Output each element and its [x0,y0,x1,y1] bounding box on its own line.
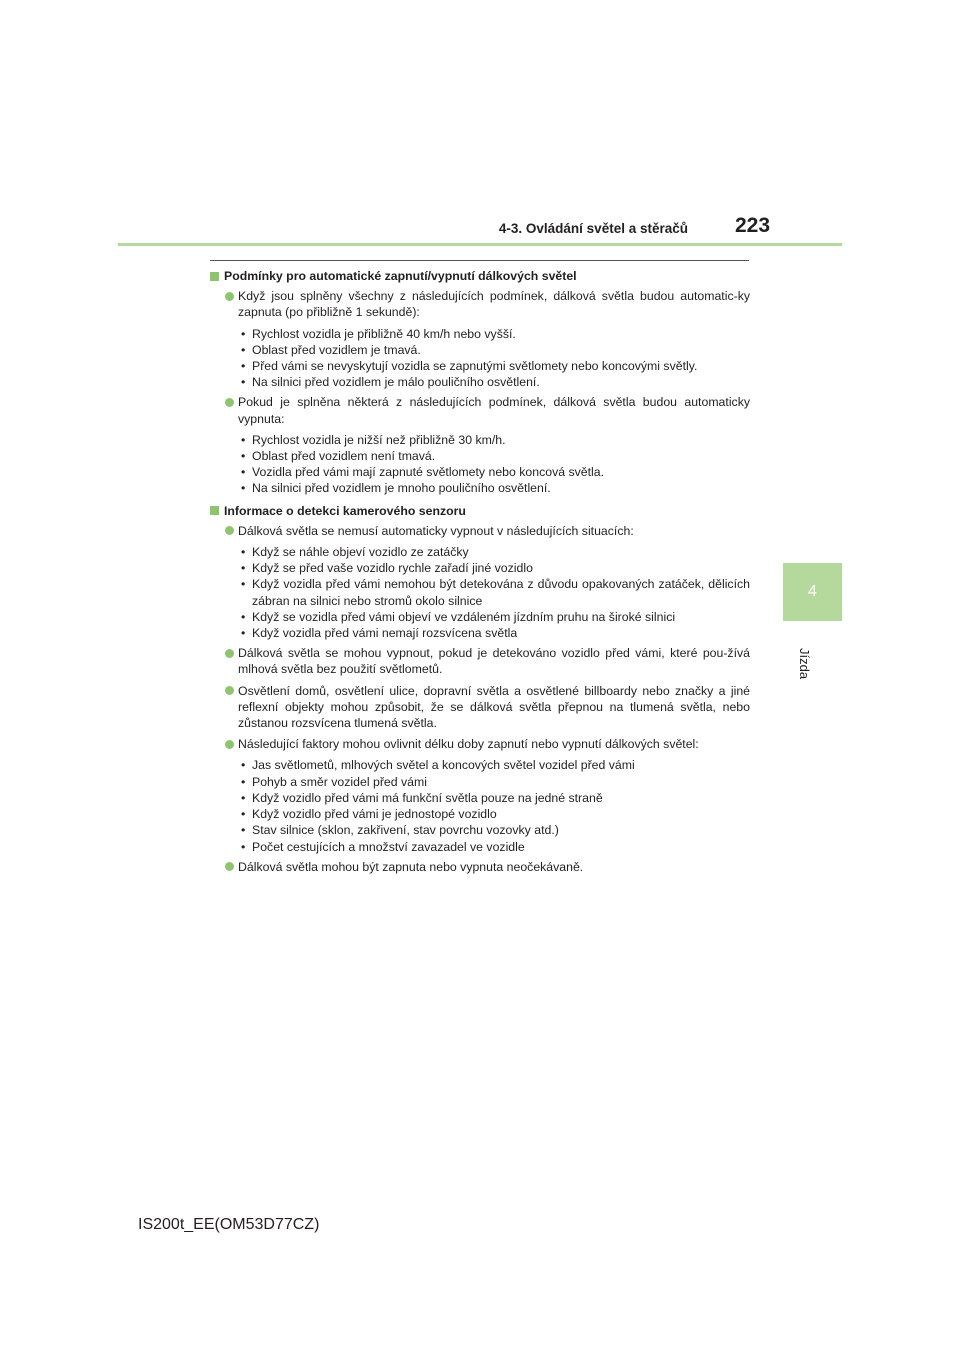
circle-bullet-icon [225,649,234,658]
sub-list-item: • Oblast před vozidlem je tmavá. [210,342,750,358]
bullet-item [210,523,750,539]
bullet-item [210,288,750,320]
section-heading [210,268,750,284]
header-rule [118,243,842,246]
sub-list [210,544,750,641]
sub-list-item: • Když vozidlo před vámi má funkční světla pouze na jedné straně [210,790,750,806]
sub-list-item: • Pohyb a směr vozidel před vámi [210,774,750,790]
sub-list-item: • Na silnici před vozidlem je mnoho pouličního osvětlení. [210,480,750,496]
footer-code: IS200t_EE(OM53D77CZ) [138,1216,320,1233]
sub-list [210,757,750,854]
sub-list-item: • Rychlost vozidla je přibližně 40 km/h nebo vyšší. [210,326,750,342]
page-number: 223 [735,214,771,237]
sub-list [210,432,750,497]
circle-bullet-icon [225,862,234,871]
bullet-item [210,683,750,732]
sub-list-item: • Když vozidlo před vámi je jednostopé vozidlo [210,806,750,822]
bullet-item-text: Když jsou splněny všechny z následujících podmínek, dálková světla budou automatic-ky zapnuta (po přibližně 1 sekundě): [238,289,750,320]
content-body [210,268,750,880]
sub-list-item: • Na silnici před vozidlem je málo pouličního osvětlení. [210,374,750,390]
circle-bullet-icon [225,526,234,535]
square-bullet-icon [210,506,219,515]
sub-list-item: • Vozidla před vámi mají zapnuté světlomety nebo koncová světla. [210,464,750,480]
chapter-number: 4 [808,583,817,600]
section-heading-text: Informace o detekci kamerového senzoru [224,503,466,518]
circle-bullet-icon [225,740,234,749]
section-heading [210,503,750,519]
bullet-item-text: Dálková světla se nemusí automaticky vypnout v následujících situacích: [238,523,634,538]
sub-list-item: • Když se náhle objeví vozidlo ze zatáčky [210,544,750,560]
bullet-item-text: Následující faktory mohou ovlivnit délku doby zapnutí nebo vypnutí dálkových světel: [238,737,699,752]
bullet-item-text: Pokud je splněna některá z následujících podmínek, dálková světla budou automaticky vypnuta: [238,395,750,426]
sub-list-item: • Když se před vaše vozidlo rychle zařadí jiné vozidlo [210,560,750,576]
bullet-item-text: Dálková světla mohou být zapnuta nebo vypnuta neočekávaně. [238,859,584,874]
sub-list [210,326,750,391]
bullet-item [210,394,750,426]
circle-bullet-icon [225,686,234,695]
sub-list-item: • Před vámi se nevyskytují vozidla se zapnutými světlomety nebo koncovými světly. [210,358,750,374]
square-bullet-icon [210,272,219,281]
chapter-label: Jízda [797,648,812,680]
bullet-item-text: Dálková světla se mohou vypnout, pokud je detekováno vozidlo před vámi, které pou-žívá mlhová světla bez použití světlometů. [238,646,750,677]
sub-list-item: • Když vozidla před vámi nemají rozsvícena světla [210,625,750,641]
section-heading-text: Podmínky pro automatické zapnutí/vypnutí dálkových světel [224,269,577,283]
sub-list-item: • Stav silnice (sklon, zakřivení, stav povrchu vozovky atd.) [210,822,750,838]
sub-list-item: • Jas světlometů, mlhových světel a koncových světel vozidel před vámi [210,757,750,773]
sub-list-item: • Počet cestujících a množství zavazadel ve vozidle [210,839,750,855]
circle-bullet-icon [225,292,234,301]
chapter-tab [783,563,842,621]
bullet-item-text: Osvětlení domů, osvětlení ulice, dopravní světla a osvětlené billboardy nebo značky a jiné reflexní objekty mohou způsobit, že se dálková světla přepnou na tlumená světla, nebo zůstanou rozsvícena tlumená světla. [238,683,750,731]
bullet-item [210,645,750,677]
sub-list-item: • Když vozidla před vámi nemohou být detekována z důvodu opakovaných zatáček, dělicích zábran na silnici nebo stromů okolo silnice [210,576,750,608]
circle-bullet-icon [225,398,234,407]
sub-list-item: • Rychlost vozidla je nižší než přibližně 30 km/h. [210,432,750,448]
sub-list-item: • Oblast před vozidlem není tmavá. [210,448,750,464]
bullet-item [210,859,750,875]
bullet-item [210,736,750,752]
content-rule [210,260,749,261]
sub-list-item: • Když se vozidla před vámi objeví ve vzdáleném jízdním pruhu na široké silnici [210,609,750,625]
header-section-title: 4-3. Ovládání světel a stěračů [498,221,688,236]
